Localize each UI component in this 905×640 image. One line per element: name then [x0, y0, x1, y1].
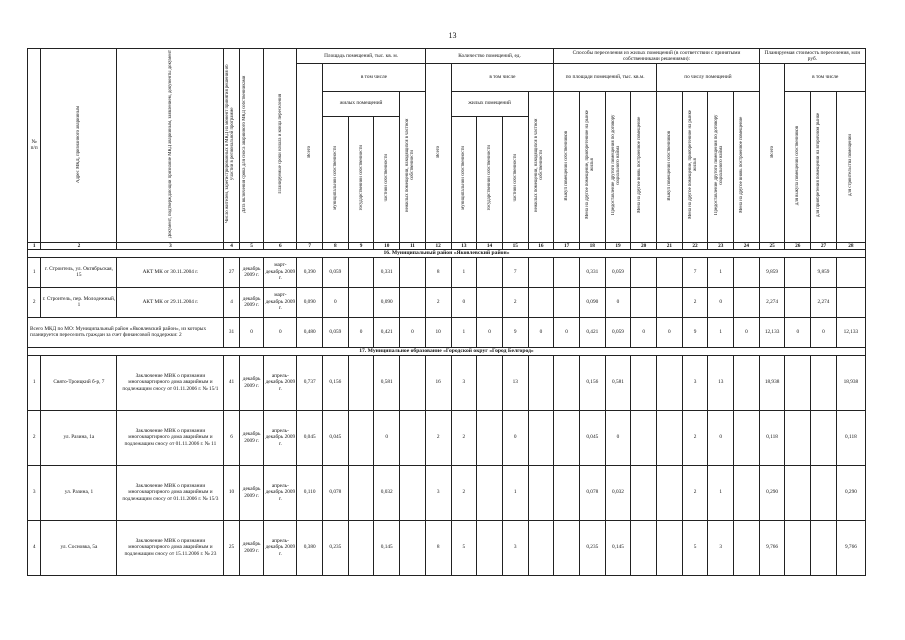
header-buyout-area: Выкуп помещений собственников — [554, 91, 580, 242]
header-area-municipal: муниципальной собственности — [323, 116, 349, 242]
column-number: 11 — [400, 242, 426, 249]
row-cell — [785, 520, 811, 575]
row-cell: декабрь 2009 г. — [239, 287, 264, 317]
header-count-in-that: в том числе — [451, 64, 554, 92]
header-exchange-house-count: Мена на другое вновь построенное помещение — [734, 91, 760, 242]
header-count-private: частной собственности — [502, 116, 528, 242]
row-cell — [554, 465, 580, 520]
row-cell — [477, 287, 503, 317]
total-cell: 9 — [502, 317, 528, 347]
section-title: 17. Муниципальное образование «Городской округ «Город Белгород» — [28, 347, 866, 355]
row-cell — [554, 287, 580, 317]
row-cell: декабрь 2009 г. — [239, 355, 264, 410]
row-address: Свято-Троицкий б-р, 7 — [41, 355, 117, 410]
total-cell: 12,133 — [759, 317, 785, 347]
row-cell: 2 — [682, 410, 708, 465]
header-resettlement-dates: Планируемые сроки начала и конца переселения — [264, 49, 297, 243]
row-cell: 2 — [682, 465, 708, 520]
row-cell — [477, 520, 503, 575]
total-cell: 0 — [400, 317, 426, 347]
total-cell: 9 — [682, 317, 708, 347]
row-cell: 5 — [451, 520, 477, 575]
row-cell — [477, 355, 503, 410]
row-cell — [631, 257, 657, 287]
row-cell: 0,145 — [605, 520, 631, 575]
column-number: 5 — [239, 242, 264, 249]
table-row — [28, 465, 866, 520]
column-number: 7 — [297, 242, 323, 249]
row-cell — [528, 465, 554, 520]
row-cell: 3 — [425, 465, 451, 520]
header-num: № п/п — [28, 49, 41, 243]
row-cell: 0,078 — [323, 465, 349, 520]
column-number: 13 — [451, 242, 477, 249]
table-row — [28, 520, 866, 575]
row-cell: 3 — [682, 355, 708, 410]
row-cell — [528, 287, 554, 317]
header-area-state: государственной собственности — [348, 116, 374, 242]
row-number: 4 — [28, 520, 41, 575]
row-cell — [554, 410, 580, 465]
row-cell: 7 — [682, 257, 708, 287]
column-number: 6 — [264, 242, 297, 249]
row-cell: 0,380 — [297, 520, 323, 575]
column-number: 21 — [657, 242, 683, 249]
column-number: 17 — [554, 242, 580, 249]
row-cell — [400, 355, 426, 410]
row-cell: 5 — [682, 520, 708, 575]
row-cell: 0,331 — [374, 257, 400, 287]
row-cell: 10 — [224, 465, 239, 520]
row-cell: 3 — [451, 355, 477, 410]
total-cell: 0 — [631, 317, 657, 347]
row-number: 2 — [28, 410, 41, 465]
row-cell: 8 — [425, 257, 451, 287]
column-number: 18 — [579, 242, 605, 249]
row-cell: 0,145 — [374, 520, 400, 575]
total-cell: 0 — [528, 317, 554, 347]
header-count-municipal: муниципальной собственности — [451, 116, 477, 242]
row-cell: 0,235 — [323, 520, 349, 575]
row-cell — [785, 355, 811, 410]
total-cell: 0 — [811, 317, 837, 347]
row-cell: 13 — [502, 355, 528, 410]
total-cell: 0 — [348, 317, 374, 347]
row-cell: 0,290 — [759, 465, 785, 520]
header-area-group: Площадь помещений, тыс. кв. м. — [297, 49, 426, 64]
row-cell: 9,766 — [836, 520, 865, 575]
header-area-residential: жилых помещений — [323, 91, 400, 116]
row-cell: 9,859 — [811, 257, 837, 287]
row-address: г. Строитель, пер. Молодежный, 1 — [41, 287, 117, 317]
row-cell — [348, 520, 374, 575]
header-count-state: государственной собственности — [477, 116, 503, 242]
row-cell: 0 — [374, 410, 400, 465]
row-cell: 0,078 — [579, 465, 605, 520]
row-cell: декабрь 2009 г. — [239, 465, 264, 520]
total-cell: 0,421 — [374, 317, 400, 347]
row-cell — [734, 287, 760, 317]
row-cell — [528, 257, 554, 287]
row-cell — [785, 287, 811, 317]
row-cell — [734, 355, 760, 410]
row-cell — [631, 520, 657, 575]
header-demolition-date: Дата включения срока для сноса аварийного МКД собственниками — [239, 49, 264, 243]
header-count-group: Количество помещений, ед. — [425, 49, 553, 64]
row-document: Заключение МВК о признании многоквартирного дома аварийным и подлежащим сносу от 15.11.2006 г. № 23 — [117, 520, 224, 575]
total-cell: 1 — [708, 317, 734, 347]
row-cell: март-декабрь 2009 г. — [264, 287, 297, 317]
row-cell: 0,045 — [323, 410, 349, 465]
header-cost-market: для приобретения помещений на вторичном рынке — [811, 91, 837, 242]
total-label: Всего МКД по МО: Муниципальный район «Яковлевский район», из которых планируется переселить граждан за счет финансовой поддержки: 2 — [28, 317, 224, 347]
row-cell — [734, 257, 760, 287]
row-number: 1 — [28, 257, 41, 287]
row-cell — [657, 287, 683, 317]
total-cell: 1 — [451, 317, 477, 347]
row-cell: 0,581 — [605, 355, 631, 410]
row-document: Заключение МВК о признании многоквартирного дома аварийным и подлежащим сносу от 01.11.2006 г. № 15/1 — [117, 355, 224, 410]
row-cell: 3 — [502, 520, 528, 575]
row-cell: 0 — [502, 410, 528, 465]
row-cell: 0,235 — [579, 520, 605, 575]
row-cell — [734, 465, 760, 520]
header-area-total: Всего — [297, 64, 323, 243]
row-cell: 2 — [451, 410, 477, 465]
column-number: 19 — [605, 242, 631, 249]
column-number: 2 — [41, 242, 117, 249]
row-cell — [400, 465, 426, 520]
row-cell: 25 — [224, 520, 239, 575]
row-cell — [836, 257, 865, 287]
row-document: АКТ МК от 29.11.2004 г. — [117, 287, 224, 317]
header-cost-buyout: для выкупа помещений собственников — [785, 91, 811, 242]
row-address: ул. Разина, 1а — [41, 410, 117, 465]
row-cell: апрель-декабрь 2009 г. — [264, 410, 297, 465]
column-number: 27 — [811, 242, 837, 249]
row-cell: 2 — [451, 465, 477, 520]
row-cell — [631, 410, 657, 465]
row-cell: 18,938 — [759, 355, 785, 410]
row-cell: 2,274 — [811, 287, 837, 317]
header-by-count: по числу помещений — [657, 64, 760, 92]
page-number: 13 — [448, 31, 457, 40]
total-cell: 0,059 — [323, 317, 349, 347]
header-provide-social-area: Предоставление другого помещения по договору социального найма — [605, 91, 631, 242]
row-cell — [477, 257, 503, 287]
row-cell: 0 — [451, 287, 477, 317]
column-number: 3 — [117, 242, 224, 249]
row-cell: 13 — [708, 355, 734, 410]
row-number: 1 — [28, 355, 41, 410]
row-cell: 2 — [425, 287, 451, 317]
row-address: ул. Разина, 1 — [41, 465, 117, 520]
row-cell — [811, 465, 837, 520]
row-cell: 16 — [425, 355, 451, 410]
row-cell — [554, 355, 580, 410]
column-number: 28 — [836, 242, 865, 249]
row-cell: 0,290 — [836, 465, 865, 520]
row-cell — [348, 465, 374, 520]
row-cell: 0,118 — [836, 410, 865, 465]
row-cell: апрель-декабрь 2009 г. — [264, 355, 297, 410]
total-cell: 0 — [785, 317, 811, 347]
row-document: Заключение МВК о признании многоквартирного дома аварийным и подлежащим сносу от 01.11.2006 г. № 11 — [117, 410, 224, 465]
row-cell: апрель-декабрь 2009 г. — [264, 465, 297, 520]
row-cell: 0,090 — [374, 287, 400, 317]
section-title-row — [28, 347, 866, 355]
column-number: 16 — [528, 242, 554, 249]
header-area-private: частной собственности — [374, 116, 400, 242]
column-number: 14 — [477, 242, 503, 249]
row-cell: 3 — [708, 520, 734, 575]
column-number: 1 — [28, 242, 41, 249]
row-cell: 0 — [605, 410, 631, 465]
header-cost-in-that: в том числе — [785, 64, 866, 92]
header-exchange-market-count: Мена на другое помещение, приобретенное на рынке жилья — [682, 91, 708, 242]
column-number: 12 — [425, 242, 451, 249]
total-cell: 0 — [239, 317, 264, 347]
row-cell — [528, 410, 554, 465]
resettlement-table — [27, 48, 866, 576]
row-cell — [631, 465, 657, 520]
row-cell: 2,274 — [759, 287, 785, 317]
row-cell — [477, 465, 503, 520]
total-cell: 0 — [657, 317, 683, 347]
row-cell — [400, 410, 426, 465]
row-cell: 0,390 — [297, 257, 323, 287]
column-number: 10 — [374, 242, 400, 249]
row-cell: 7 — [502, 257, 528, 287]
row-cell: 0,118 — [759, 410, 785, 465]
row-cell: 2 — [425, 410, 451, 465]
row-cell — [657, 257, 683, 287]
row-address: ул. Сосновка, 5а — [41, 520, 117, 575]
column-number: 20 — [631, 242, 657, 249]
row-cell — [477, 410, 503, 465]
row-cell — [836, 287, 865, 317]
row-cell — [734, 520, 760, 575]
row-cell — [400, 257, 426, 287]
row-cell — [785, 410, 811, 465]
header-count-nonres: нежилых помещений, находящихся в частной собственности — [528, 91, 554, 242]
header-cost-construction: для строительства помещений — [836, 91, 865, 242]
header-buyout-count: Выкуп помещений собственников — [657, 91, 683, 242]
total-row — [28, 317, 866, 347]
header-provide-social-count: Предоставление другого помещения по договору социального найма — [708, 91, 734, 242]
row-cell: декабрь 2009 г. — [239, 410, 264, 465]
row-number: 3 — [28, 465, 41, 520]
row-cell: 0 — [708, 410, 734, 465]
row-cell: 0,045 — [297, 410, 323, 465]
column-number: 9 — [348, 242, 374, 249]
row-cell: 18,938 — [836, 355, 865, 410]
row-cell — [785, 465, 811, 520]
row-cell: 2 — [502, 287, 528, 317]
row-cell — [348, 257, 374, 287]
row-cell: 0,059 — [605, 257, 631, 287]
row-cell: 0,090 — [297, 287, 323, 317]
section-title-row — [28, 249, 866, 257]
row-cell — [348, 287, 374, 317]
row-cell — [554, 257, 580, 287]
row-cell: 0 — [605, 287, 631, 317]
table-body — [28, 49, 866, 576]
header-exchange-house-area: Мена на другое вновь построенное помещение — [631, 91, 657, 242]
row-cell — [348, 410, 374, 465]
table-row — [28, 287, 866, 317]
row-cell — [734, 410, 760, 465]
row-cell: декабрь 2009 г. — [239, 520, 264, 575]
row-cell: 0,059 — [323, 257, 349, 287]
header-cost-total: Всего — [759, 64, 785, 243]
row-cell: 27 — [224, 257, 239, 287]
column-number: 8 — [323, 242, 349, 249]
header-area-nonres: нежилых помещений, находящихся в частной собственности — [400, 91, 426, 242]
row-cell — [811, 355, 837, 410]
row-cell — [631, 355, 657, 410]
row-cell: 9,859 — [759, 257, 785, 287]
total-cell: 0,059 — [605, 317, 631, 347]
row-cell: 0,110 — [297, 465, 323, 520]
total-cell: 0,421 — [579, 317, 605, 347]
row-cell: 0,090 — [579, 287, 605, 317]
total-cell: 0 — [264, 317, 297, 347]
row-cell: март-декабрь 2009 г. — [264, 257, 297, 287]
header-count-total: Всего — [425, 64, 451, 243]
row-cell: 1 — [708, 465, 734, 520]
row-cell: 9,766 — [759, 520, 785, 575]
row-cell — [400, 287, 426, 317]
total-cell: 0 — [734, 317, 760, 347]
row-document: Заключение МВК о признании многоквартирного дома аварийным и подлежащим сносу от 01.11.2006 г. № 15/3 — [117, 465, 224, 520]
row-cell — [631, 287, 657, 317]
row-cell — [785, 257, 811, 287]
table-row — [28, 410, 866, 465]
total-cell: 0,480 — [297, 317, 323, 347]
row-cell: 0,032 — [605, 465, 631, 520]
total-cell: 10 — [425, 317, 451, 347]
row-cell: 1 — [502, 465, 528, 520]
column-numbers-row — [28, 242, 866, 249]
row-cell: 0,032 — [374, 465, 400, 520]
header-document: Документ, подтверждающий признание МКД аварийным, заявлением, документы документ — [117, 49, 224, 243]
column-number: 25 — [759, 242, 785, 249]
row-cell — [657, 520, 683, 575]
row-cell: 2 — [682, 287, 708, 317]
header-by-area: по площади помещений, тыс. кв.м. — [554, 64, 657, 92]
row-cell: 0 — [708, 287, 734, 317]
row-cell — [657, 355, 683, 410]
row-cell: 1 — [708, 257, 734, 287]
row-number: 2 — [28, 287, 41, 317]
total-cell: 31 — [224, 317, 239, 347]
row-cell: 0 — [323, 287, 349, 317]
row-cell: апрель-декабрь 2009 г. — [264, 520, 297, 575]
row-cell — [554, 520, 580, 575]
row-cell: 0,156 — [579, 355, 605, 410]
row-cell: 0,581 — [374, 355, 400, 410]
header-exchange-market-area: Мена на другое помещение, приобретенное на рынке жилья — [579, 91, 605, 242]
column-number: 22 — [682, 242, 708, 249]
row-document: АКТ МК от 30.11.2004 г. — [117, 257, 224, 287]
row-cell — [400, 520, 426, 575]
total-cell: 0 — [554, 317, 580, 347]
row-cell: 41 — [224, 355, 239, 410]
row-cell — [657, 465, 683, 520]
header-count-residential: жилых помещений — [451, 91, 528, 116]
row-cell — [348, 355, 374, 410]
row-cell — [657, 410, 683, 465]
row-cell: 4 — [224, 287, 239, 317]
row-cell — [528, 520, 554, 575]
row-cell: 1 — [451, 257, 477, 287]
row-cell: 0,045 — [579, 410, 605, 465]
row-cell — [528, 355, 554, 410]
row-cell: 0,331 — [579, 257, 605, 287]
column-number: 26 — [785, 242, 811, 249]
row-cell: 0,156 — [323, 355, 349, 410]
header-area-in-that: в том числе — [323, 64, 426, 92]
total-cell: 0 — [477, 317, 503, 347]
header-residents: Число жителей, зарегистрированных в МКД на момент принятия решения об участии в региональной программе — [224, 49, 239, 243]
table-row — [28, 355, 866, 410]
section-title: 16. Муниципальный район «Яковлевский район» — [28, 249, 866, 257]
header-cost-group: Планируемая стоимость переселения, млн руб. — [759, 49, 865, 64]
column-number: 4 — [224, 242, 239, 249]
table-row — [28, 257, 866, 287]
row-address: г. Строитель, ул. Октябрьская, 15 — [41, 257, 117, 287]
row-cell: 8 — [425, 520, 451, 575]
row-cell: 0,737 — [297, 355, 323, 410]
column-number: 23 — [708, 242, 734, 249]
column-number: 15 — [502, 242, 528, 249]
row-cell: декабрь 2009 г. — [239, 257, 264, 287]
row-cell: 6 — [224, 410, 239, 465]
row-cell — [811, 410, 837, 465]
header-methods-group: Способы переселения из жилых помещений (в соответствии с принятыми собственниками решениями): — [554, 49, 760, 64]
header-address: Адрес МКД, признанного аварийным — [41, 49, 117, 243]
row-cell — [811, 520, 837, 575]
total-cell: 12,133 — [836, 317, 865, 347]
column-number: 24 — [734, 242, 760, 249]
